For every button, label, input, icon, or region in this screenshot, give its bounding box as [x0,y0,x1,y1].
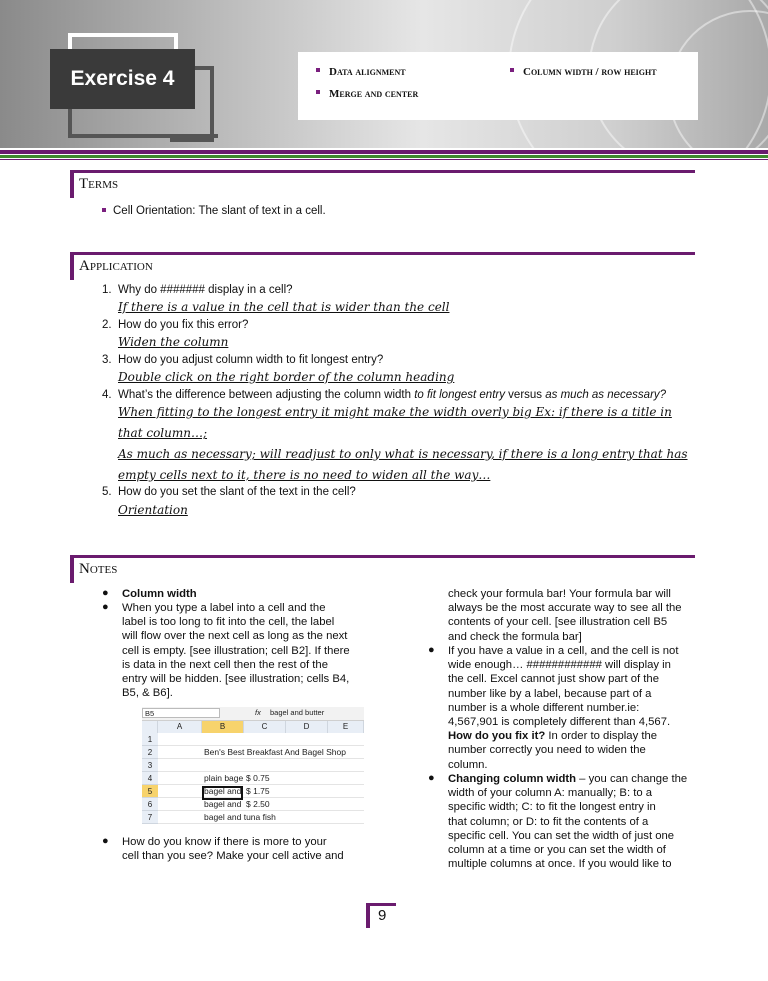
topic-item: Column width / row height [510,66,657,78]
section-title: Notes [79,561,118,577]
note-item: check your formula bar! Your formula bar will always be the most accurate way to see all the contents of your cell. [see illustration cell B5 and check the formula bar] [448,588,682,643]
cell-b7: bagel and tuna fish [204,812,276,822]
row-header: 7 [142,811,158,824]
name-box: B5 [142,708,220,718]
answer: When fitting to the longest entry it might make the width overly big Ex: if there is a title in [118,405,672,419]
answer: Double click on the right border of the column heading [118,370,455,384]
cell-c5: $ 1.75 [246,786,270,796]
question: 3. How do you adjust column width to fit longest entry? [102,354,384,366]
terms-section-header [70,170,695,198]
square-bullet-icon [316,90,320,94]
page-number: 9 [366,903,396,928]
formula-bar [142,707,364,721]
column-header: D [286,721,328,733]
row-header: 1 [142,733,158,746]
column-header: E [328,721,364,733]
question: 2. How do you fix this error? [102,319,249,331]
cell-b6: bagel and [204,799,242,809]
header-rule-purple [0,150,768,154]
question: 4. What’s the difference between adjusting the column width to fit longest entry versus as much as necessary? [102,389,667,401]
section-title: Terms [79,176,119,192]
note-item: When you type a label into a cell and the label is too long to fit into the cell, the label will flow over the next cell as long as the next cell is empty. [see illustration; cell B2]. If there is data in the next cell then the rest of the entry will be hidden. [see illustration; cells B4, B5, & B6]. [122,602,350,700]
cell-b2: Ben's Best Breakfast And Bagel Shop [204,747,346,757]
row-header: 6 [142,798,158,811]
row-header: 2 [142,746,158,759]
header-rule-purple-thin [0,159,768,160]
note-item: Column width [122,588,197,600]
cell-b5: bagel and [204,786,242,796]
answer: If there is a value in the cell that is wider than the cell [118,300,450,314]
term-item: Cell Orientation: The slant of text in a cell. [102,205,326,217]
square-bullet-icon [510,68,514,72]
application-section-header [70,252,695,280]
active-cell-outline [202,786,243,800]
question: 5. How do you set the slant of the text in the cell? [102,486,356,498]
fx-icon: fx [255,708,261,717]
note-item: Changing column width – you can change the width of your column A: manually; B: to a specific width; C: to fit the longest entry in that column; or D: to fit the contents of a specific cell. You can set the width of just one column at a time or you can set the width of multiple columns at once. If you would like to [448,773,688,871]
answer: Widen the column [118,335,229,349]
select-all-corner [142,721,158,733]
topics-box [298,52,698,120]
header-rule-green [0,155,768,158]
row-header: 4 [142,772,158,785]
column-header: A [158,721,202,733]
bullet-dot-icon: ● [102,587,109,599]
column-header: C [244,721,286,733]
bullet-dot-icon: ● [102,835,109,847]
note-item: How do you know if there is more to your cell than you see? Make your cell active and [122,836,344,863]
cell-c6: $ 2.50 [246,799,270,809]
topic-item: Merge and center [316,88,418,100]
square-bullet-icon [316,68,320,72]
bullet-dot-icon: ● [102,601,109,613]
bullet-dot-icon: ● [428,772,435,784]
spreadsheet-illustration [142,707,364,832]
exercise-title: Exercise 4 [50,49,195,109]
cell-c4: $ 0.75 [246,773,270,783]
notes-section-header [70,555,695,583]
column-header: B [202,721,244,733]
row-header: 5 [142,785,158,798]
answer: empty cells next to it, there is no need to widen all the way… [118,468,491,482]
answer: As much as necessary; will readjust to only what is necessary, if there is a long entry that has [118,447,688,461]
cell-b4: plain bage [204,773,244,783]
title-frame-dark-bottom [68,109,218,138]
question: 1. Why do ####### display in a cell? [102,284,293,296]
bullet-dot-icon: ● [428,644,435,656]
formula-value: bagel and butter [270,708,325,717]
section-title: Application [79,258,153,274]
topic-item: Data alignment [316,66,406,78]
answer: that column…; [118,426,208,440]
answer: Orientation [118,503,188,517]
note-item: If you have a value in a cell, and the cell is not wide enough… ############ will display in the cell. Excel cannot just show part of the number like by a label, because part of a number is a whole different number.ie: 4,567,901 is completely different than 4,567. How do you fix it? In order to display the number correctly you need to widen the column. [448,645,679,771]
row-header: 3 [142,759,158,772]
square-bullet-icon [102,208,106,212]
